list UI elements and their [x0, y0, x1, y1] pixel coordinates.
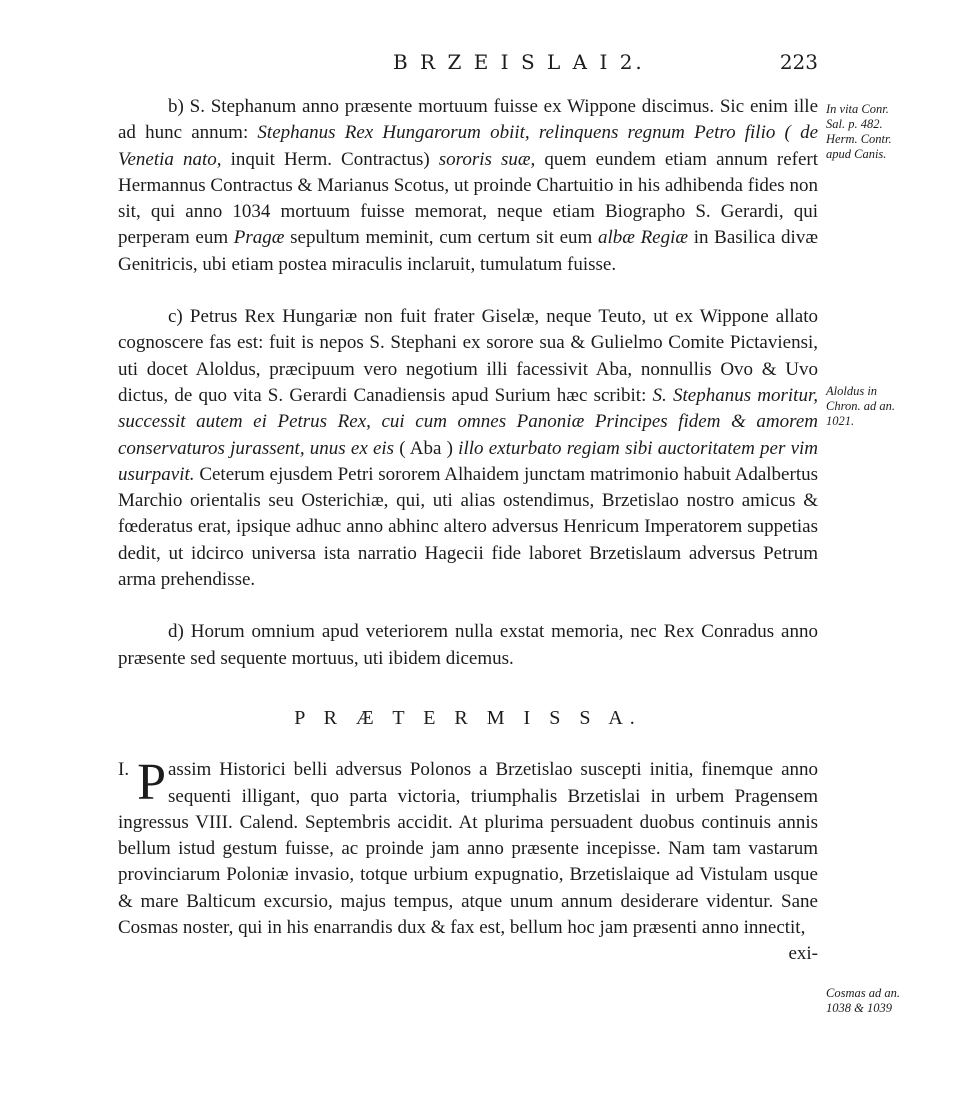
paragraph-number: I.	[118, 759, 130, 781]
margin-note-aloldus: Aloldus in Chron. ad an. 1021.	[826, 384, 895, 428]
margin-note-vita-conradi: In vita Conr. Sal. p. 482. Herm. Contr. apud Canis.	[826, 102, 892, 161]
footnote-b: b) S. Stephanum anno præsente mortuum fuisse ex Wippone discimus. Sic enim ille ad hunc annum: Stephanus Rex Hungarorum obiit, relinquens regnum Petro filio ( de Venetia nato, inquit Herm. Contractus) sororis suæ, quem eundem etiam annum refert Hermannus Contractus & Marianus Scotus, ut proinde Chartuitio in his adhibenda fides non sit, qui anno 1034 mortuum fuisse memorat, neque etiam Biographo S. Gerardi, qui perperam eum Pragæ sepultum meminit, cum certum sit eum albæ Regiæ in Basilica divæ Genitricis, ubi etiam postea miraculis inclaruit, tumulatum fuisse.	[118, 96, 819, 275]
body-text	[118, 94, 818, 968]
catchword: exi-	[788, 943, 818, 965]
footnote-label: c)	[168, 306, 183, 328]
footnote-label: d)	[168, 621, 184, 643]
footnote-c: c) Petrus Rex Hungariæ non fuit frater Giselæ, neque Teuto, ut ex Wippone allato cognoscere fas est: fuit is nepos S. Stephani ex sorore sua & Gulielmo Comite Pictaviensi, uti docet Aloldus, præcipuum vero negotium illi facessivit Aba, nonnullis Ovo & Uvo dictus, de quo vita S. Gerardi Canadiensis apud Surium hæc scribit: S. Stephanus moritur, successit autem ei Petrus Rex, cui cum omnes Panoniæ Principes fidem & amorem conservaturos jurassent, unus ex eis ( Aba ) illo exturbato regiam sibi auctoritatem per vim usurpavit. Ceterum ejusdem Petri sororem Alhaidem junctam matrimonio habuit Adalbertus Marchio orientalis seu Osterichiæ, qui, uti alias ostendimus, Brzetislao nostro amicus & fœderatus erat, ipsique adhuc anno abhinc altero adversus Henricum Imperatorem suppetias dedit, ut idcirco universa ista narratio Hagecii fide laboret Brzetislaum adversus Petrum arma prehendisse.	[118, 306, 818, 591]
section-heading: P R Æ T E R M I S S A.	[294, 706, 642, 729]
margin-note-cosmas: Cosmas ad an. 1038 & 1039	[826, 986, 900, 1015]
section-paragraph-1: I. P assim Historici belli adversus Polonos a Brzetislao suscepti initia, finemque anno sequenti illigant, quo parta victoria, triumphalis Brzetislai in urbem Pragensem ingressus VIII. Calend. Septembris accidit. At plurima persuadent duobus continuis annis bellum istud gestum fuisse, ac proinde jam anno præsente incepisse. Nam tam vastarum provinciarum Poloniæ invasio, totque urbium expugnatio, Brzetislaique ad Vistulam usque & mare Balticum excursio, majus tempus, atque unum annum desiderare videntur. Sane Cosmas noster, qui in his enarrandis dux & fax est, bellum hoc jam præsenti anno innectit,	[118, 754, 818, 939]
page-number: 223	[779, 50, 818, 74]
footnote-label: b)	[168, 96, 184, 117]
drop-cap: P	[137, 754, 166, 812]
running-title: B R Z E I S L A I 2.	[393, 50, 645, 74]
footnote-d: d) Horum omnium apud veteriorem nulla exstat memoria, nec Rex Conradus anno præsente sed sequente mortuus, uti ibidem dicemus.	[118, 621, 818, 669]
running-head	[118, 50, 818, 80]
